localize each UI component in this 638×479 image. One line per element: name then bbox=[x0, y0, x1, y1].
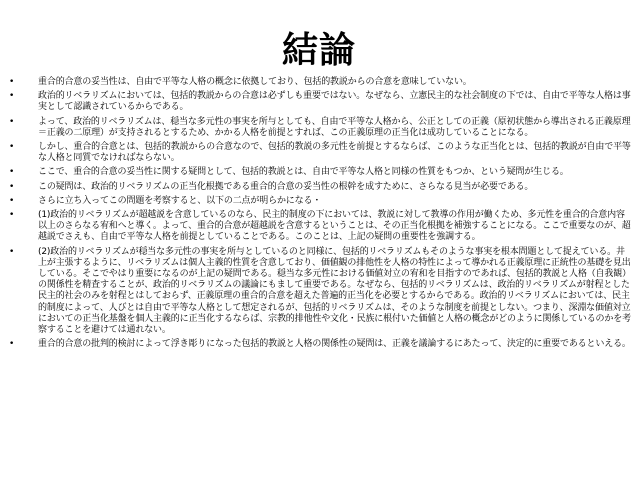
bullet-marker: • bbox=[9, 210, 15, 221]
bullet-item bbox=[6, 182, 632, 193]
bullet-item bbox=[6, 247, 632, 337]
bullet-text: この疑問は、政治的リベラリズムの正当化根拠である重合的合意の妥当性の根幹を成すために、さらなる見当が必要である。 bbox=[38, 181, 534, 192]
bullet-marker: • bbox=[9, 91, 15, 102]
bullet-text: ここで、重合的合意の妥当性に関する疑問として、包括的教説とは、自由で平等な人格と同様の性質をもつか、という疑問が生じる。 bbox=[38, 167, 569, 178]
bullet-item bbox=[6, 339, 632, 350]
bullet-text: 重合的合意の批判的検討によって浮き彫りになった包括的教説と人格の関係性の疑問は、正義を議論するにあたって、決定的に重要であるといえる。 bbox=[38, 339, 631, 350]
bullet-marker: • bbox=[9, 167, 15, 178]
bullet-item bbox=[6, 196, 632, 207]
bullet-item bbox=[6, 167, 632, 178]
bullet-text: よって、政治的リベラリズムは、穏当な多元性の事実を所与としても、自由で平等な人格から、公正としての正義（原初状態から導出される正義原理＝正義の二原理）が支持されるとするため、かかる人格を前提とすれば、この正義原理の正当化は成功していることになる。 bbox=[38, 116, 631, 138]
bullet-text: (2)政治的リベラリズムが穏当な多元性の事実を所与としているのと同様に、包括的リベラリズムもそのような事実を根本問題として捉えている。井上が主張するように、リベラリズムは個人主義的性質を含意しており、価値観の排他性を人格の特性によって導かれる正義原理に正統性の基礎を見出している。そこでやはり重要になるのが上記の疑問である。穏当な多元性における価値対立の宥和を目指すのであれば、包括的教説と人格（自我観）の関係性を精査することが、政治的リベラリズムの議論にもまして重要である。なぜなら、包括的リベラリズムは、政治的リベラリズムが射程とした民主的社会のみを射程とはしておらず、正義原理の重合的合意を超えた普遍的正当化を必要とするからである。政治的リベラリズムにおいては、民主的制度によって、人びとは自由で平等な人格として想定されるが、包括的リベラリズムは、そのような制度を前提としない。つまり、深淵な価値対立においての正当化基盤を個人主義的に正当化するならば、宗教的排他性や文化・民族に根付いた価値と人格の概念がどのように関係しているのかを考察することを避けては通れない。 bbox=[38, 246, 631, 336]
bullet-marker: • bbox=[9, 246, 15, 257]
bullet-marker: • bbox=[9, 142, 15, 153]
bullet-item bbox=[6, 210, 632, 244]
bullet-marker: • bbox=[9, 77, 15, 87]
bullet-item bbox=[6, 77, 632, 88]
bullet-text: (1)政治的リベラリズムが超越説を含意しているのなら、民主的制度の下においては、教説に対して教導の作用が働くため、多元性を重合的合意内容以上のさらなる宥和へと導く。よって、重合的合意が超越説を含意するということは、その正当化根拠を補強することになる。ここで重要なのが、超越説でさえも、自由で平等な人格を前提としていることである。このことは、上記の疑問の重要性を強調する。 bbox=[38, 210, 631, 243]
bullet-marker: • bbox=[9, 181, 15, 192]
slide-title: 結論 bbox=[281, 30, 356, 71]
bullet-item bbox=[6, 142, 632, 164]
bullet-marker: • bbox=[9, 339, 15, 350]
bullet-marker: • bbox=[9, 116, 15, 127]
bullet-text: 政治的リベラリズムにおいては、包括的教説からの合意は必ずしも重要ではない。なぜなら、立憲民主的な社会制度の下では、自由で平等な人格は事実として認識されているからである。 bbox=[38, 91, 631, 113]
bullet-text: しかし、重合的合意とは、包括的教説からの合意なので、包括的教説の多元性を前提とするならば、このような正当化とは、包括的教説が自由で平等な人格と同質でなければならない。 bbox=[38, 142, 631, 164]
bullet-text: 重合的合意の妥当性は、自由で平等な人格の概念に依拠しており、包括的教説からの合意を意味していない。 bbox=[38, 77, 472, 87]
bullet-marker: • bbox=[9, 195, 15, 206]
bullet-text: さらに立ち入ってこの問題を考察すると、以下の二点が明らかになる・ bbox=[38, 195, 322, 206]
bullet-list bbox=[6, 77, 632, 352]
bullet-item bbox=[6, 117, 632, 139]
bullet-item bbox=[6, 91, 632, 113]
